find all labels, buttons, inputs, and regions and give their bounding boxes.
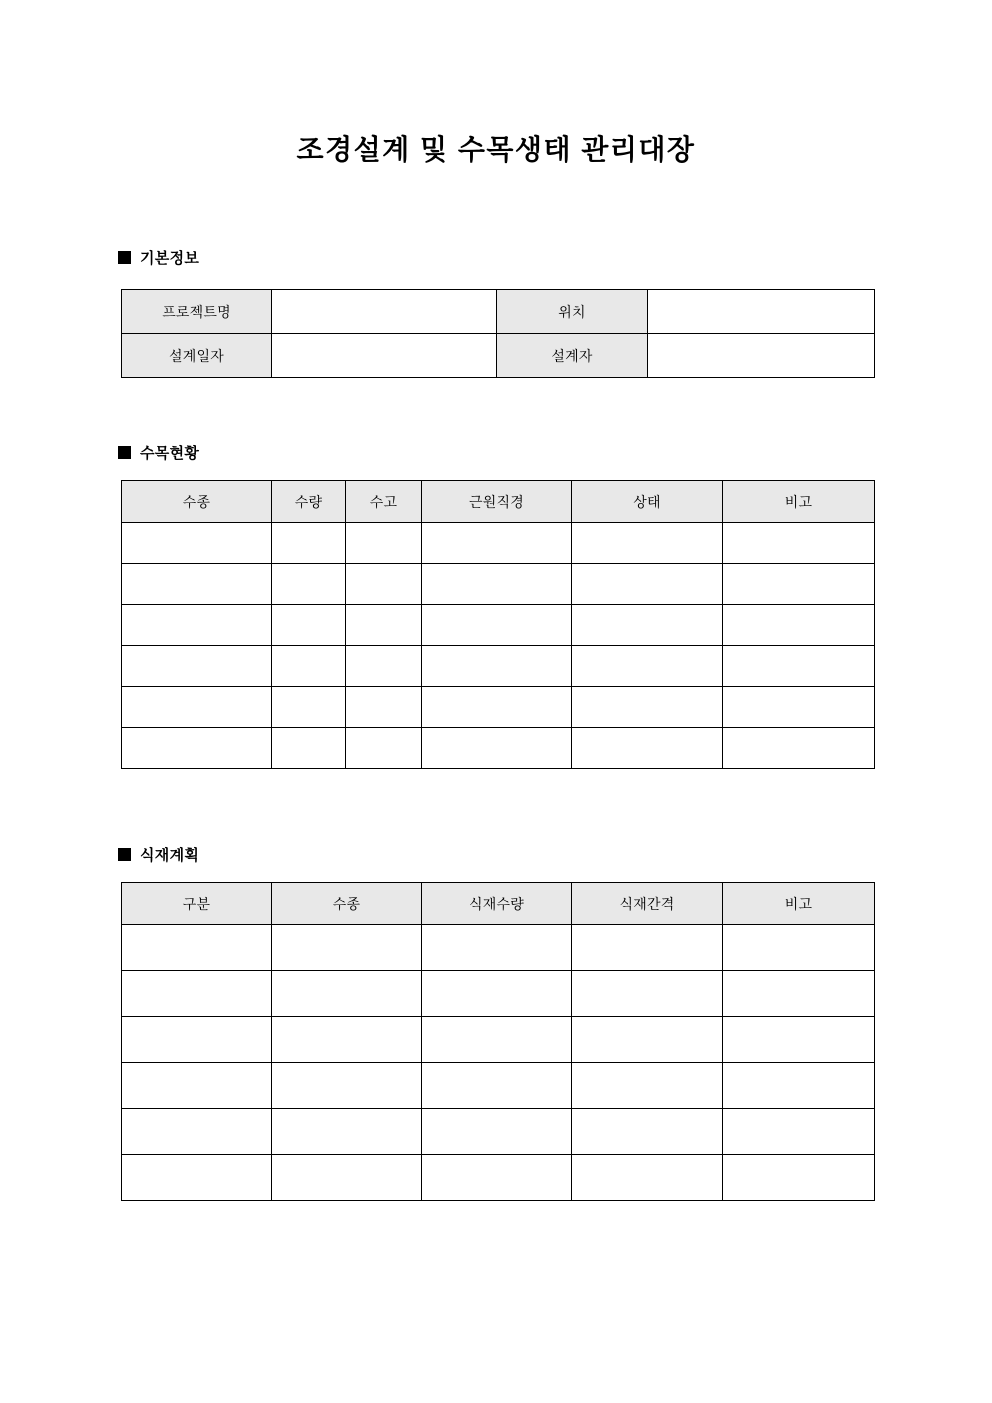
- planting-plan-cell-r4-c2[interactable]: [272, 1063, 422, 1109]
- tree-status-cell-r5-c3[interactable]: [346, 687, 422, 728]
- column-header-category: 구분: [122, 883, 272, 925]
- table-row: [122, 523, 875, 564]
- field-value-location[interactable]: [648, 290, 875, 334]
- tree-status-cell-r1-c4[interactable]: [422, 523, 572, 564]
- planting-plan-cell-r6-c1[interactable]: [122, 1155, 272, 1201]
- table-row: [122, 1109, 875, 1155]
- tree-status-cell-r2-c2[interactable]: [272, 564, 346, 605]
- black-square-icon: [118, 251, 131, 264]
- field-label-location: 위치: [497, 290, 648, 334]
- planting-plan-cell-r2-c4[interactable]: [572, 971, 723, 1017]
- planting-plan-cell-r6-c5[interactable]: [723, 1155, 875, 1201]
- table-row: [122, 1155, 875, 1201]
- table-header-row: [122, 883, 875, 925]
- column-header-remarks: 비고: [723, 481, 875, 523]
- tree-status-cell-r3-c6[interactable]: [723, 605, 875, 646]
- field-value-designer[interactable]: [648, 334, 875, 378]
- tree-status-cell-r5-c1[interactable]: [122, 687, 272, 728]
- tree-status-cell-r2-c5[interactable]: [572, 564, 723, 605]
- planting-plan-cell-r6-c2[interactable]: [272, 1155, 422, 1201]
- tree-status-cell-r4-c5[interactable]: [572, 646, 723, 687]
- planting-plan-cell-r3-c3[interactable]: [422, 1017, 572, 1063]
- table-row: [122, 687, 875, 728]
- planting-plan-cell-r5-c1[interactable]: [122, 1109, 272, 1155]
- table-row: [122, 925, 875, 971]
- black-square-icon: [118, 848, 131, 861]
- section-heading-label: 수목현황: [140, 445, 200, 462]
- planting-plan-cell-r3-c5[interactable]: [723, 1017, 875, 1063]
- tree-status-cell-r2-c6[interactable]: [723, 564, 875, 605]
- column-header-remarks: 비고: [723, 883, 875, 925]
- table-row: [122, 1017, 875, 1063]
- tree-status-cell-r3-c2[interactable]: [272, 605, 346, 646]
- table-row: [122, 1063, 875, 1109]
- section-heading-label: 기본정보: [140, 250, 200, 267]
- section-heading-basic-info: [118, 250, 199, 265]
- field-label-designer: 설계자: [497, 334, 648, 378]
- planting-plan-cell-r1-c5[interactable]: [723, 925, 875, 971]
- planting-plan-cell-r4-c3[interactable]: [422, 1063, 572, 1109]
- black-square-icon: [118, 446, 131, 459]
- column-header-quantity: 수량: [272, 481, 346, 523]
- planting-plan-cell-r5-c3[interactable]: [422, 1109, 572, 1155]
- tree-status-cell-r4-c2[interactable]: [272, 646, 346, 687]
- planting-plan-table: [121, 882, 875, 1201]
- planting-plan-cell-r2-c1[interactable]: [122, 971, 272, 1017]
- tree-status-cell-r4-c6[interactable]: [723, 646, 875, 687]
- basic-info-table: [121, 289, 875, 378]
- field-label-project-name: 프로젝트명: [122, 290, 272, 334]
- tree-status-cell-r3-c3[interactable]: [346, 605, 422, 646]
- table-row: [122, 728, 875, 769]
- table-header-row: [122, 481, 875, 523]
- tree-status-cell-r1-c6[interactable]: [723, 523, 875, 564]
- planting-plan-cell-r1-c3[interactable]: [422, 925, 572, 971]
- tree-status-cell-r1-c5[interactable]: [572, 523, 723, 564]
- tree-status-cell-r4-c3[interactable]: [346, 646, 422, 687]
- planting-plan-cell-r5-c5[interactable]: [723, 1109, 875, 1155]
- table-row: [122, 971, 875, 1017]
- tree-status-cell-r6-c4[interactable]: [422, 728, 572, 769]
- planting-plan-cell-r4-c5[interactable]: [723, 1063, 875, 1109]
- tree-status-cell-r6-c3[interactable]: [346, 728, 422, 769]
- planting-plan-cell-r6-c4[interactable]: [572, 1155, 723, 1201]
- tree-status-table: [121, 480, 875, 769]
- tree-status-cell-r6-c1[interactable]: [122, 728, 272, 769]
- column-header-planting-spacing: 식재간격: [572, 883, 723, 925]
- planting-plan-cell-r4-c1[interactable]: [122, 1063, 272, 1109]
- tree-status-cell-r2-c4[interactable]: [422, 564, 572, 605]
- field-label-design-date: 설계일자: [122, 334, 272, 378]
- section-heading-label: 식재계획: [140, 847, 200, 864]
- tree-status-cell-r5-c2[interactable]: [272, 687, 346, 728]
- tree-status-cell-r2-c1[interactable]: [122, 564, 272, 605]
- column-header-condition: 상태: [572, 481, 723, 523]
- table-row: [122, 605, 875, 646]
- tree-status-cell-r4-c1[interactable]: [122, 646, 272, 687]
- tree-status-cell-r3-c1[interactable]: [122, 605, 272, 646]
- tree-status-cell-r6-c6[interactable]: [723, 728, 875, 769]
- tree-status-cell-r1-c3[interactable]: [346, 523, 422, 564]
- planting-plan-cell-r3-c2[interactable]: [272, 1017, 422, 1063]
- field-value-design-date[interactable]: [272, 334, 497, 378]
- table-row: [122, 334, 875, 378]
- tree-status-cell-r5-c4[interactable]: [422, 687, 572, 728]
- planting-plan-cell-r3-c4[interactable]: [572, 1017, 723, 1063]
- planting-plan-cell-r6-c3[interactable]: [422, 1155, 572, 1201]
- column-header-height: 수고: [346, 481, 422, 523]
- tree-status-cell-r3-c5[interactable]: [572, 605, 723, 646]
- planting-plan-cell-r4-c4[interactable]: [572, 1063, 723, 1109]
- tree-status-cell-r5-c5[interactable]: [572, 687, 723, 728]
- planting-plan-cell-r1-c1[interactable]: [122, 925, 272, 971]
- tree-status-cell-r2-c3[interactable]: [346, 564, 422, 605]
- table-row: [122, 646, 875, 687]
- planting-plan-cell-r2-c3[interactable]: [422, 971, 572, 1017]
- tree-status-cell-r1-c1[interactable]: [122, 523, 272, 564]
- planting-plan-cell-r1-c4[interactable]: [572, 925, 723, 971]
- planting-plan-cell-r1-c2[interactable]: [272, 925, 422, 971]
- planting-plan-cell-r3-c1[interactable]: [122, 1017, 272, 1063]
- section-heading-tree-status: [118, 445, 199, 460]
- tree-status-cell-r3-c4[interactable]: [422, 605, 572, 646]
- page-title: 조경설계 및 수목생태 관리대장: [296, 134, 696, 165]
- column-header-planting-quantity: 식재수량: [422, 883, 572, 925]
- tree-status-cell-r4-c4[interactable]: [422, 646, 572, 687]
- column-header-root-diameter: 근원직경: [422, 481, 572, 523]
- table-row: [122, 290, 875, 334]
- tree-status-cell-r6-c5[interactable]: [572, 728, 723, 769]
- tree-status-cell-r1-c2[interactable]: [272, 523, 346, 564]
- column-header-species: 수종: [122, 481, 272, 523]
- tree-status-cell-r5-c6[interactable]: [723, 687, 875, 728]
- section-heading-planting-plan: [118, 847, 199, 862]
- tree-status-cell-r6-c2[interactable]: [272, 728, 346, 769]
- planting-plan-cell-r2-c2[interactable]: [272, 971, 422, 1017]
- planting-plan-cell-r5-c2[interactable]: [272, 1109, 422, 1155]
- planting-plan-cell-r5-c4[interactable]: [572, 1109, 723, 1155]
- field-value-project-name[interactable]: [272, 290, 497, 334]
- planting-plan-cell-r2-c5[interactable]: [723, 971, 875, 1017]
- table-row: [122, 564, 875, 605]
- column-header-species: 수종: [272, 883, 422, 925]
